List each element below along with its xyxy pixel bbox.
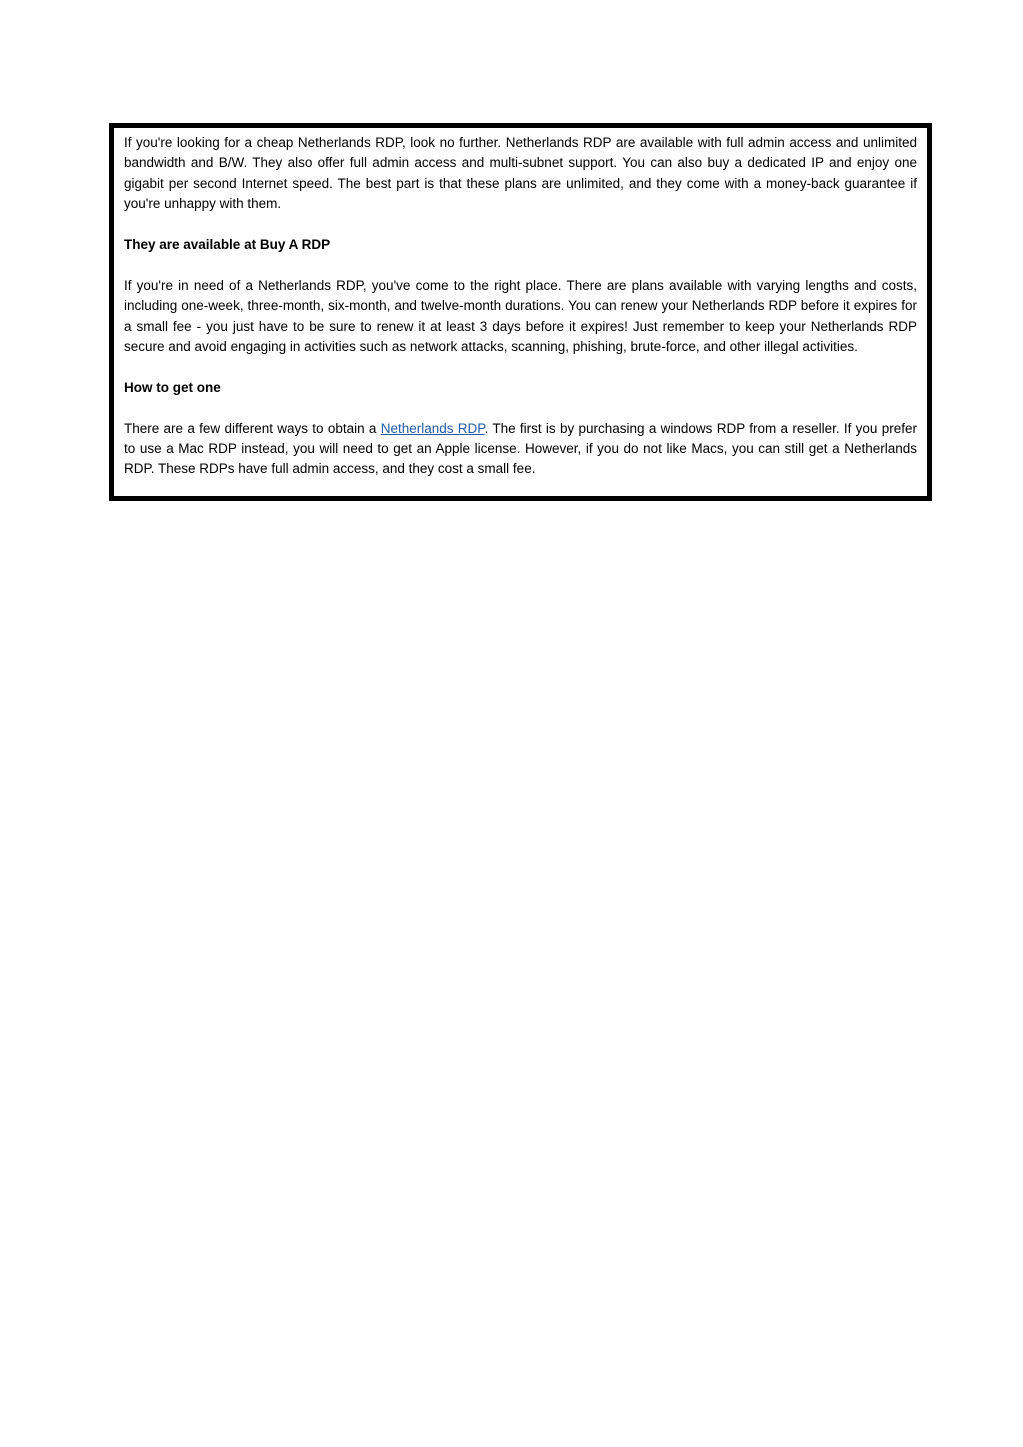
paragraph-ways bbox=[124, 419, 917, 480]
paragraph-ways-text-before: There are a few different ways to obtain a bbox=[124, 420, 381, 436]
paragraph-plans: If you're in need of a Netherlands RDP, you've come to the right place. There are plans available with varying lengths and costs, including one-week, three-month, six-month, and twelve-month durations. You can renew your Netherlands RDP before it expires for a small fee - you just have to be sure to renew it at least 3 days before it expires! Just remember to keep your Netherlands RDP secure and avoid engaging in activities such as network attacks, scanning, phishing, brute-force, and other illegal activities. bbox=[124, 277, 917, 355]
paragraph-intro: If you're looking for a cheap Netherlands RDP, look no further. Netherlands RDP are available with full admin access and unlimited bandwidth and B/W. They also offer full admin access and multi-subnet support. You can also buy a dedicated IP and enjoy one gigabit per second Internet speed. The best part is that these plans are unlimited, and they come with a money-back guarantee if you're unhappy with them. bbox=[124, 135, 917, 212]
content-box bbox=[109, 123, 932, 501]
paragraph-ways-text-after: . The first is by purchasing a windows RDP from a reseller. If you prefer to use a Mac RDP instead, you will need to get an Apple license. However, if you do not like Macs, you can still get a Netherlands RDP. These RDPs have full admin access, and they cost a small fee. bbox=[124, 420, 917, 477]
heading-availability: They are available at Buy A RDP bbox=[124, 237, 331, 253]
heading-how-to-get: How to get one bbox=[124, 379, 221, 395]
netherlands-rdp-link[interactable]: Netherlands RDP bbox=[380, 420, 485, 436]
